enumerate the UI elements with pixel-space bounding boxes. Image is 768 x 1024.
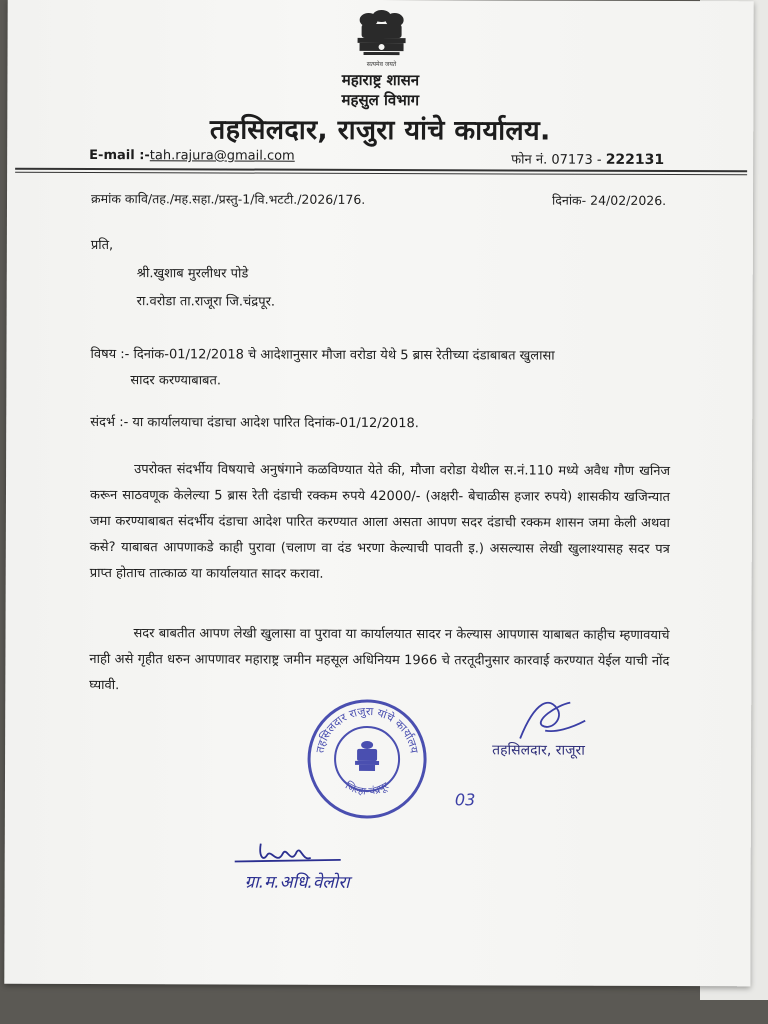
paragraph-1: उपरोक्त संदर्भीय विषयाचे अनुषंगाने कळविण्यात येते की, मौजा वरोडा येथील स.नं.110 मध्ये अवैध गौण खनिज करून साठवणूक केलेल्या 5 ब्रास रेती दंडाची रक्कम रुपये 42000/- (अक्षरी- बेचाळीस हजार रुपये) शासकीय खजिन्यात जमा करण्याबाबत संदर्भीय दंडाचा आदेश पारित करण्यात आला असता आपण सदर दंडाची रक्कम शासन जमा केली अथवा कसे? याबाबत आपणाकडे काही पुरावा (चलाण वा दंड भरणा केल्याची पावती इ.) असल्यास लेखी खुलाश्यासह सदर पत्र प्राप्त होताच तात्काळ या कार्यालयात सादर करावा. [89, 462, 671, 582]
paragraph-2: सदर बाबतीत आपण लेखी खुलासा वा पुरावा या कार्यालयात सादर न केल्यास आपणास याबाबत काहीच म्हणावयाचे नाही असे गृहीत धरुन आपणावर महाराष्ट्र जमीन महसूल अधिनियम 1966 चे तरतूदीनुसार कारवाई करण्यात येईल याची नोंद घ्यावी. [89, 626, 670, 694]
seal-bottom-text: जिल्हा-चंद्रपूर [343, 780, 391, 798]
seal-top-text: तहसिलदार राजुरा यांचे कार्यालय [313, 704, 421, 755]
office-title: तहसिलदार, राजुरा यांचे कार्यालय. [209, 114, 551, 147]
to-label: प्रति, [90, 237, 114, 254]
recipient-address: रा.वरोडा ता.राजूरा जि.चंद्रपूर. [136, 294, 276, 310]
letter-date: दिनांक- 24/02/2026. [551, 192, 667, 209]
email-address: tah.rajura@gmail.com [149, 148, 295, 164]
email-label: E-mail :- [89, 147, 150, 164]
letter-page [4, 0, 753, 986]
office-seal-icon [305, 697, 429, 821]
government-name: महाराष्ट्र शासन [341, 70, 420, 90]
svg-text:जिल्हा-चंद्रपूर [343, 780, 392, 798]
copy-signature-name: ग्रा.म.अधि.वेलोरा [244, 872, 350, 893]
subject-line-1: विषय :- दिनांक-01/12/2018 चे आदेशानुसार मौजा वरोडा येथे 5 ब्रास रेतीच्या दंडाबाबत खुलासा [90, 346, 555, 364]
phone-number: 222131 [605, 151, 665, 168]
header-divider-thin [15, 172, 747, 176]
phone-line [511, 149, 664, 168]
reference-line: संदर्भ :- या कार्यालयाचा दंडाचा आदेश पारित दिनांक-01/12/2018. [90, 414, 419, 432]
reference-number: क्रमांक कावि/तह./मह.सहा./प्रस्तु-1/वि.भटटी./2026/176. [90, 190, 366, 207]
signatory-title: तहसिलदार, राजूरा [492, 742, 585, 759]
email-line [89, 148, 295, 164]
recipient-name: श्री.खुशाब मुरलीधर पोडे [136, 266, 249, 282]
phone-label: फोन नं. 07173 - [511, 152, 602, 168]
copy-signature-icon [231, 835, 351, 871]
emblem-motto: सत्यमेव जयते [366, 60, 397, 69]
department-name: महसुल विभाग [341, 90, 420, 110]
handwritten-mark: 03 [454, 790, 476, 810]
subject-line-2: सादर करण्याबाबत. [130, 373, 222, 389]
ashoka-emblem-icon [343, 8, 419, 72]
